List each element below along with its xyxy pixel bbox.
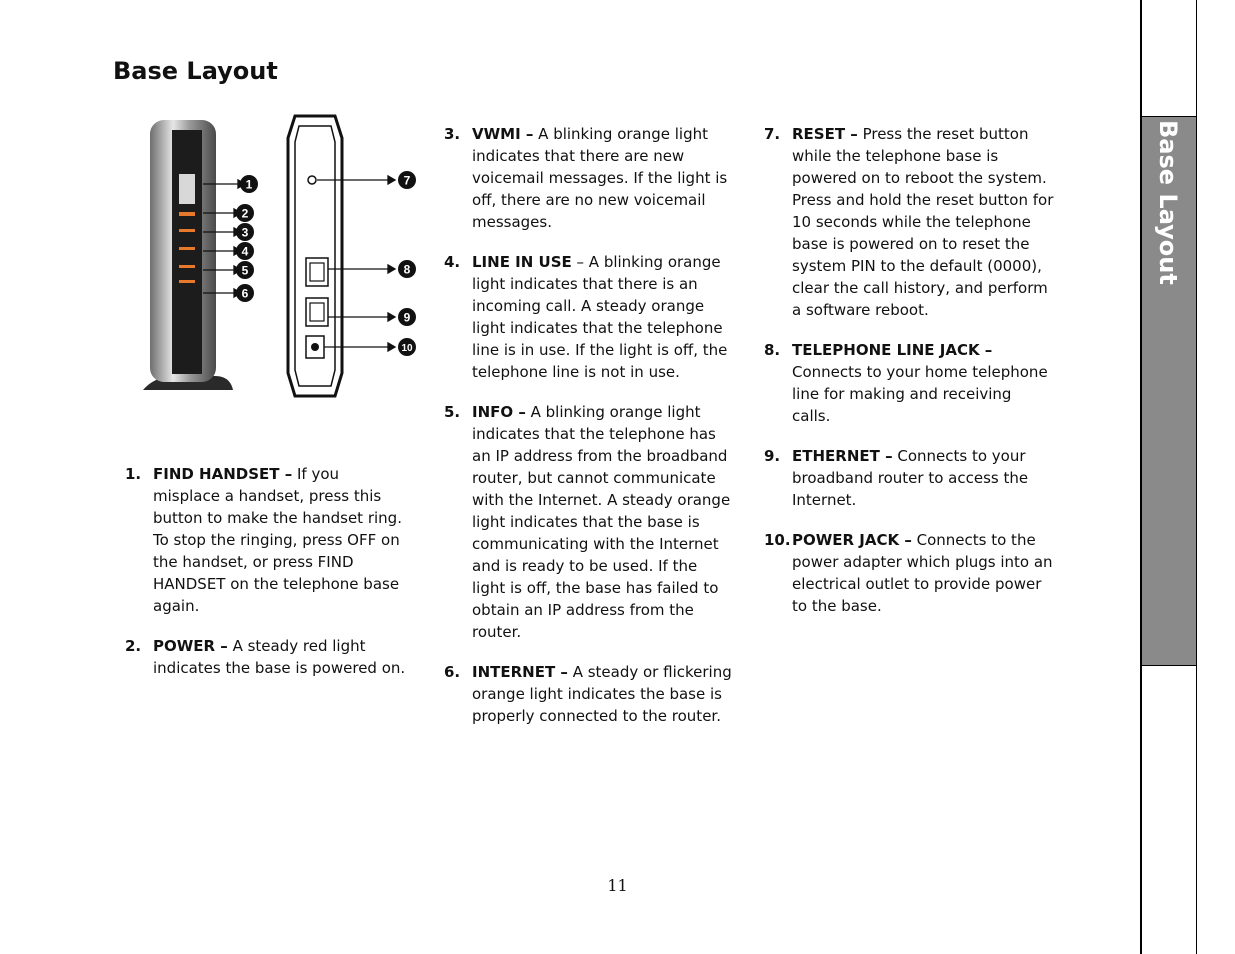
list-item: 5. INFO – A blinking orange light indicates that the telephone has an IP address from the broadband router, but cannot communicate with the Internet. A steady orange light indicates that the base is communicating with the Internet and is ready to be used. If the light is off, the base has failed to obtain an IP address from the router.: [444, 403, 731, 641]
column-1: [125, 463, 410, 697]
base-rear-view: [288, 116, 342, 396]
svg-text:10: 10: [401, 343, 413, 354]
callout-9: [398, 308, 416, 326]
list-item: 9. ETHERNET – Connects to your broadband router to access the Internet.: [764, 447, 1029, 509]
svg-text:9: 9: [403, 310, 411, 325]
list-item: 6. INTERNET – A steady or flickering orange light indicates the base is properly connected to the router.: [444, 663, 732, 725]
section-tab-label: Base Layout: [1154, 120, 1182, 285]
svg-text:6: 6: [241, 286, 249, 301]
callout-10: [398, 338, 416, 356]
margin-rule-right: [1196, 0, 1197, 954]
svg-text:7: 7: [403, 173, 411, 188]
svg-text:5: 5: [241, 263, 249, 278]
svg-text:3: 3: [241, 225, 249, 240]
base-unit-illustration: [135, 108, 435, 408]
base-front-view: [143, 120, 233, 390]
list-item: 3. VWMI – A blinking orange light indicates that there are new voicemail messages. If the light is off, there are no new voicemail messages.: [444, 125, 728, 231]
list-item: 4. LINE IN USE – A blinking orange light indicates that there is an incoming call. A steady orange light indicates that the telephone line is in use. If the light is off, the telephone line is not in use.: [444, 253, 728, 381]
list-item: 2. POWER – A steady red light indicates the base is powered on.: [125, 637, 406, 677]
callout-1: [240, 175, 258, 193]
callout-5: [236, 261, 254, 279]
callout-7: [398, 171, 416, 189]
list-item: 10. POWER JACK – Connects to the power adapter which plugs into an electrical outlet to provide power to the base.: [764, 531, 1053, 615]
list-item: 8. TELEPHONE LINE JACK – Connects to your home telephone line for making and receiving calls.: [764, 341, 1048, 425]
callout-2: [236, 204, 254, 222]
column-3: [764, 123, 1054, 635]
callout-3: [236, 223, 254, 241]
column-2: [444, 123, 734, 745]
list-item: 1. FIND HANDSET – If you misplace a handset, press this button to make the handset ring. To stop the ringing, press OFF on the handset, or press FIND HANDSET on the telephone base again.: [125, 465, 402, 615]
page-number: 11: [607, 876, 628, 895]
svg-text:1: 1: [245, 177, 253, 192]
callout-4: [236, 242, 254, 260]
svg-text:8: 8: [403, 262, 411, 277]
svg-text:2: 2: [241, 206, 249, 221]
page-title: Base Layout: [113, 57, 278, 85]
svg-text:4: 4: [241, 244, 249, 259]
callout-8: [398, 260, 416, 278]
list-item: 7. RESET – Press the reset button while the telephone base is powered on to reboot the system. Press and hold the reset button for 10 seconds while the telephone base is powered on to reset the system PIN to the default (0000), clear the call history, and perform a software reboot.: [764, 125, 1054, 319]
callout-6: [236, 284, 254, 302]
